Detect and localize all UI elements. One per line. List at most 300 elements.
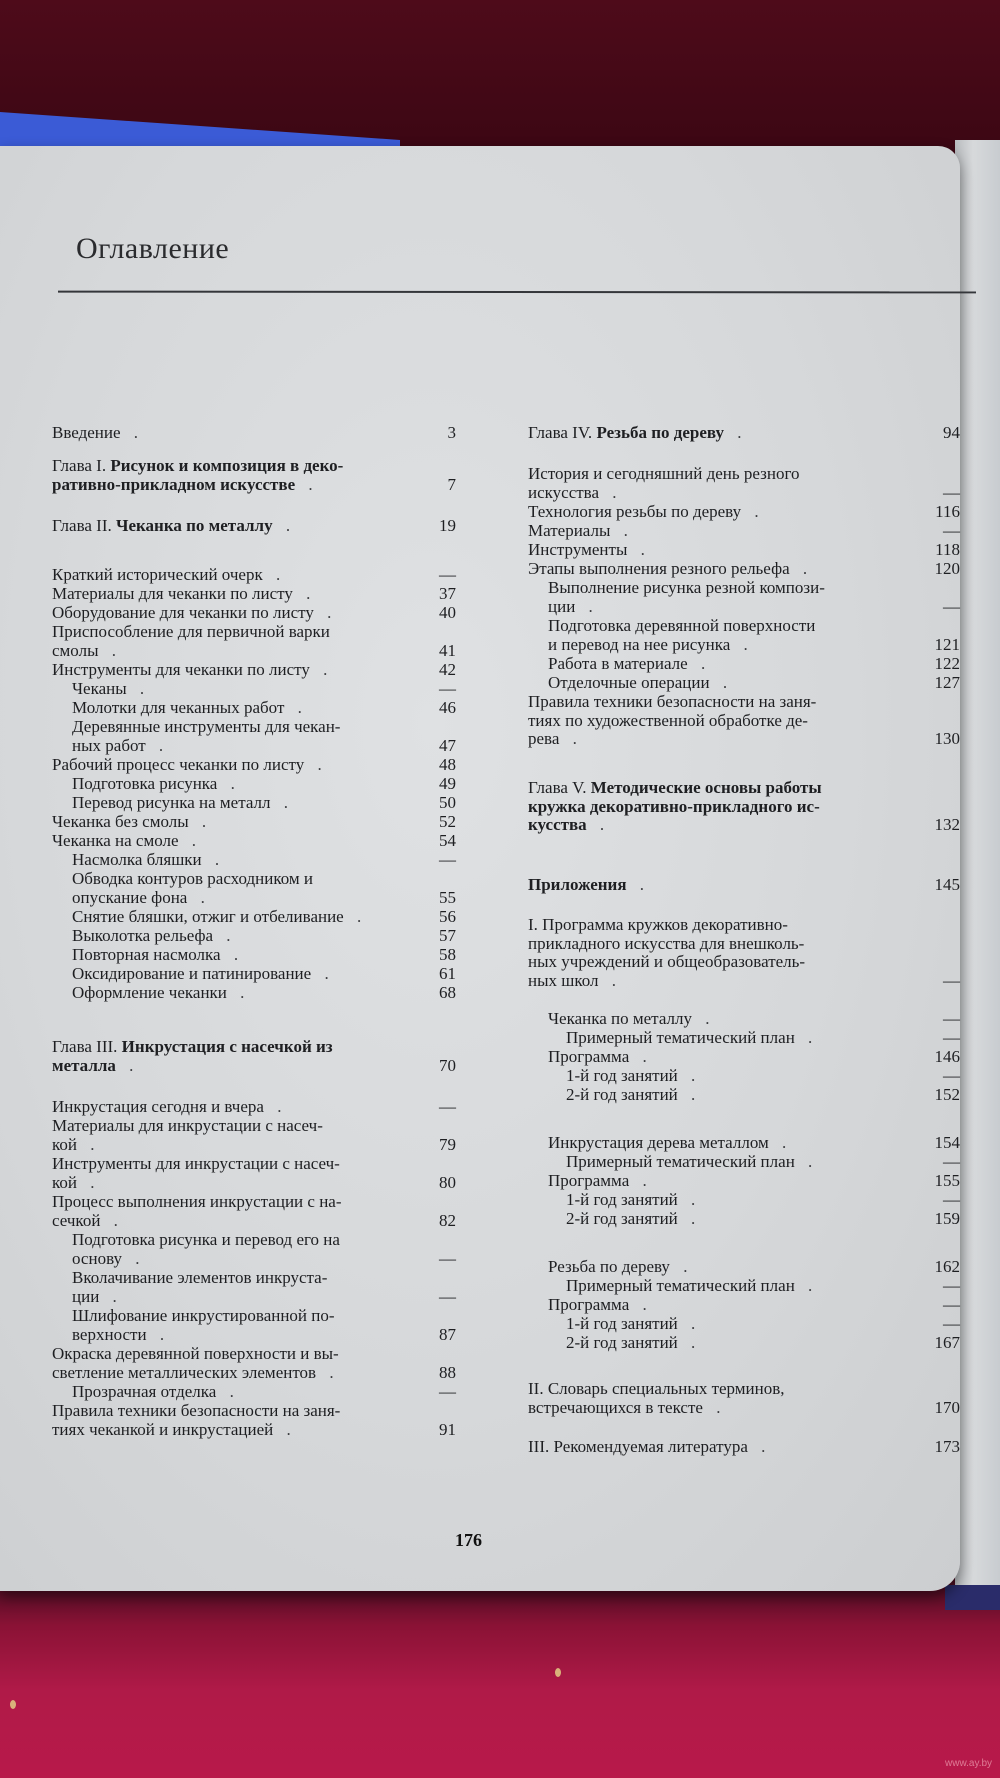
toc-entry-text: Приложения <box>528 876 627 894</box>
toc-entry-line <box>52 908 456 927</box>
toc-page-number: — <box>943 1295 960 1314</box>
toc-entry[interactable] <box>528 1153 960 1172</box>
toc-entry-line <box>528 1380 960 1399</box>
toc-entry-line <box>528 779 960 798</box>
toc-entry[interactable] <box>52 1193 456 1230</box>
toc-entry-line <box>52 756 456 775</box>
toc-entry[interactable] <box>52 1269 456 1306</box>
toc-entry-text: Повторная насмолка <box>72 946 221 964</box>
toc-entry[interactable] <box>52 623 456 660</box>
toc-page-number: 52 <box>439 812 456 831</box>
toc-entry-line <box>528 972 960 991</box>
toc-entry-text: и перевод на нее рисунка <box>548 635 731 654</box>
toc-entry-line <box>52 889 456 908</box>
toc-page-number: 152 <box>934 1085 960 1104</box>
toc-entry-text: тиях чеканкой и инкрустацией <box>52 1420 274 1439</box>
toc-entry-text: кой <box>52 1135 77 1154</box>
toc-entry-text: светление металлических элементов <box>52 1363 317 1382</box>
toc-page-number: 54 <box>439 831 456 850</box>
toc-page-number: 155 <box>934 1171 960 1190</box>
toc-page-number: — <box>943 1276 960 1295</box>
leader-dots: . <box>677 1067 705 1085</box>
toc-entry-line <box>52 1136 456 1155</box>
toc-entry-line <box>52 476 456 495</box>
leader-dots: . <box>292 585 320 603</box>
toc-entry-line <box>528 1399 960 1418</box>
leader-dots: . <box>586 816 614 835</box>
toc-entry-text: Отделочные операции <box>548 674 710 692</box>
toc-page-number: 3 <box>447 423 456 442</box>
toc-entry[interactable] <box>528 1048 960 1067</box>
toc-entry[interactable] <box>528 541 960 560</box>
toc-entry-text: Работа в материале <box>548 655 688 673</box>
toc-entry[interactable] <box>528 1296 960 1315</box>
leader-dots: . <box>677 1315 705 1333</box>
toc-entry-line <box>528 1277 960 1296</box>
toc-entry-line <box>528 730 960 749</box>
page-title: Оглавление <box>76 232 230 265</box>
toc-page-number: — <box>943 1190 960 1209</box>
toc-page-number: 91 <box>439 1419 456 1439</box>
leader-dots: . <box>126 680 154 698</box>
toc-entry[interactable] <box>52 1307 456 1344</box>
toc-page-number: — <box>943 596 960 616</box>
leader-dots: . <box>120 424 148 442</box>
toc-entry[interactable] <box>528 655 960 674</box>
toc-entry-text: Оформление чеканки <box>72 984 227 1002</box>
toc-page-number: 173 <box>934 1437 960 1456</box>
toc-entry-text: верхности <box>72 1325 147 1344</box>
toc-page-number: 94 <box>943 423 960 442</box>
watermark: www.ay.by <box>945 1758 993 1769</box>
leader-dots: . <box>284 699 311 717</box>
toc-entry-line <box>528 560 960 579</box>
toc-entry-text: Программа <box>548 1296 630 1314</box>
toc-entry-line <box>528 598 960 617</box>
toc-entry-line <box>52 1421 456 1440</box>
toc-entry[interactable] <box>528 1315 960 1334</box>
toc-page-number: 48 <box>439 755 456 774</box>
leader-dots: . <box>262 566 290 584</box>
toc-entry[interactable] <box>52 813 456 832</box>
toc-page-number: 58 <box>439 945 456 964</box>
toc-entry-line <box>528 1048 960 1067</box>
toc-entry-text: Программа <box>548 1048 630 1066</box>
leader-dots: . <box>768 1134 796 1152</box>
toc-entry-line <box>52 661 456 680</box>
toc-entry-line <box>52 946 456 965</box>
toc-entry-line <box>52 718 456 737</box>
toc-entry[interactable] <box>52 984 456 1003</box>
toc-entry-text: Шлифование инкрустированной по- <box>72 1306 335 1325</box>
cloth-fleck <box>10 1700 16 1709</box>
toc-entry-text: Окраска деревянной поверхности и вы- <box>52 1344 339 1363</box>
toc-entry-text: кусства <box>528 816 587 835</box>
toc-entry[interactable] <box>52 699 456 718</box>
toc-page-number: 55 <box>439 887 456 907</box>
toc-entry-line <box>52 1288 456 1307</box>
toc-page-number: 122 <box>934 654 960 673</box>
toc-page-number: 154 <box>934 1133 960 1152</box>
toc-page-number: — <box>943 521 960 540</box>
chapter-prefix: Глава V. <box>528 778 591 797</box>
chapter-prefix: Глава IV. <box>528 424 597 442</box>
toc-entry-text: Инструменты <box>528 541 628 559</box>
leader-dots: . <box>627 541 654 559</box>
toc-entry-text: Обводка контуров расходником и <box>72 869 314 888</box>
toc-entry[interactable] <box>52 908 456 927</box>
toc-page-number: — <box>943 970 960 990</box>
toc-page-number: 82 <box>439 1210 456 1230</box>
toc-entry-line <box>528 541 960 560</box>
toc-entry-text: 2-й год занятий <box>566 1086 678 1104</box>
toc-entry[interactable] <box>528 1438 960 1457</box>
toc-entry[interactable] <box>52 1155 456 1192</box>
toc-entry[interactable] <box>52 775 456 794</box>
toc-entry-text: Правила техники безопасности на заня- <box>528 692 817 711</box>
toc-entry-text: ных школ <box>528 971 599 990</box>
toc-entry-line <box>528 579 960 598</box>
toc-entry-text: Инструменты для инкрустации с насеч- <box>52 1154 340 1173</box>
toc-entry-text: встречающихся в тексте <box>528 1398 703 1417</box>
toc-entry[interactable] <box>52 1383 456 1402</box>
toc-entry-text: I. Программа кружков декоративно- <box>528 915 788 934</box>
toc-entry[interactable] <box>52 585 456 604</box>
toc-entry-line <box>528 1086 960 1105</box>
leader-dots: . <box>598 971 626 990</box>
toc-entry[interactable] <box>528 876 960 895</box>
leader-dots: . <box>610 522 637 540</box>
toc-entry-text: Инструменты для чеканки по листу <box>52 661 310 679</box>
toc-entry[interactable] <box>52 794 456 813</box>
toc-entry-text: сечкой <box>52 1211 101 1230</box>
toc-entry-line <box>528 617 960 636</box>
toc-entry-line <box>52 457 456 476</box>
toc-entry-text: Материалы <box>528 522 611 540</box>
leader-dots: . <box>730 635 757 654</box>
toc-entry-line <box>528 712 960 731</box>
leader-dots: . <box>687 655 715 673</box>
toc-page-number: — <box>439 1248 456 1268</box>
toc-entry-text: Чеканка на смоле <box>52 832 179 850</box>
leader-dots: . <box>599 483 626 502</box>
leader-dots: . <box>794 1153 822 1171</box>
toc-page-number: 41 <box>439 640 456 660</box>
toc-entry-text: Процесс выполнения инкрустации с на- <box>52 1192 342 1211</box>
toc-entry-text: III. Рекомендуемая литература <box>528 1438 748 1456</box>
toc-entry[interactable] <box>528 522 960 541</box>
toc-entry-text: Этапы выполнения резного рельефа <box>528 560 790 578</box>
leader-dots: . <box>626 876 654 894</box>
toc-entry[interactable] <box>52 680 456 699</box>
toc-entry-text: Материалы для чеканки по листу <box>52 585 293 603</box>
leader-dots: . <box>77 1173 104 1192</box>
toc-entry-line <box>528 876 960 895</box>
toc-entry-text: прикладного искусства для внешколь- <box>528 933 805 953</box>
toc-entry[interactable] <box>52 851 456 870</box>
toc-page-number: 121 <box>934 634 960 654</box>
toc-entry-line <box>52 623 456 642</box>
toc-entry-line <box>52 737 456 756</box>
toc-entry-text: Чеканы <box>72 680 127 698</box>
toc-entry-text: Правила техники безопасности на заня- <box>52 1401 341 1420</box>
leader-dots: . <box>217 775 244 793</box>
toc-page-number: 132 <box>934 815 960 835</box>
leader-dots: . <box>272 517 300 535</box>
toc-entry-text: Краткий исторический очерк <box>52 566 263 584</box>
toc-entry-text: 2-й год занятий <box>566 1210 678 1228</box>
toc-entry-text: Подготовка рисунка <box>72 775 218 793</box>
leader-dots: . <box>677 1334 705 1352</box>
toc-entry[interactable] <box>528 1029 960 1048</box>
toc-entry-line <box>528 1315 960 1334</box>
leader-dots: . <box>220 946 248 964</box>
toc-entry-text: Материалы для инкрустации с насеч- <box>52 1116 323 1135</box>
toc-entry-line <box>528 636 960 655</box>
toc-entry-text: Инкрустация с насечкой из <box>121 1037 333 1056</box>
toc-page-number: 70 <box>439 1055 456 1075</box>
toc-entry[interactable] <box>528 579 960 616</box>
toc-entry-line <box>528 503 960 522</box>
toc-page-number: 37 <box>439 584 456 603</box>
toc-entry-line <box>52 1269 456 1288</box>
toc-entry[interactable] <box>52 661 456 680</box>
toc-entry[interactable] <box>52 517 456 536</box>
toc-entry-line <box>528 693 960 712</box>
toc-entry-text: 2-й год занятий <box>566 1334 678 1352</box>
toc-page-number: — <box>943 1066 960 1085</box>
toc-entry[interactable] <box>52 756 456 775</box>
toc-entry-line <box>52 566 456 585</box>
toc-entry-text: Снятие бляшки, отжиг и отбеливание <box>72 908 344 926</box>
toc-entry-line <box>528 953 960 972</box>
toc-page-number: 7 <box>447 474 456 494</box>
toc-entry[interactable] <box>528 617 960 654</box>
toc-page-number: — <box>943 482 960 502</box>
toc-entry[interactable] <box>528 503 960 522</box>
toc-entry[interactable] <box>528 424 960 443</box>
toc-page-number: 127 <box>934 673 960 692</box>
toc-entry[interactable] <box>528 674 960 693</box>
toc-entry-text: искусства <box>528 483 600 502</box>
toc-entry-text: Приспособление для первичной варки <box>52 622 330 641</box>
toc-entry-text: Перевод рисунка на металл <box>72 794 271 812</box>
toc-entry[interactable] <box>52 1117 456 1154</box>
toc-entry-line <box>52 832 456 851</box>
toc-entry-text: Подготовка деревянной поверхности <box>548 616 816 635</box>
leader-dots: . <box>559 730 586 749</box>
toc-entry-line <box>52 813 456 832</box>
toc-entry-line <box>528 465 960 484</box>
toc-entry-text: кой <box>52 1173 77 1192</box>
toc-entry[interactable] <box>528 1134 960 1153</box>
leader-dots: . <box>122 1249 149 1268</box>
toc-entry-line <box>528 916 960 935</box>
toc-entry-text: рева <box>528 730 560 749</box>
toc-entry-line <box>528 1210 960 1229</box>
toc-entry-text: 1-й год занятий <box>566 1067 678 1085</box>
toc-entry-line <box>52 1402 456 1421</box>
toc-page-number: 145 <box>934 875 960 894</box>
toc-entry-line <box>52 585 456 604</box>
toc-entry-text: Вколачивание элементов инкруста- <box>72 1268 328 1287</box>
toc-entry-text: ных работ <box>72 736 146 755</box>
toc-entry[interactable] <box>528 1010 960 1029</box>
toc-page-number: — <box>943 1028 960 1047</box>
toc-entry-line <box>52 1057 456 1076</box>
toc-entry[interactable] <box>528 1277 960 1296</box>
toc-entry-text: основу <box>72 1249 123 1268</box>
toc-entry[interactable] <box>52 1402 456 1439</box>
toc-entry[interactable] <box>52 718 456 755</box>
toc-entry-text: ции <box>548 597 576 616</box>
toc-entry-text: Инкрустация сегодня и вчера <box>52 1098 264 1116</box>
toc-entry-text: тиях по художественной обработке де- <box>528 710 808 730</box>
toc-entry-text: Насмолка бляшки <box>72 851 202 869</box>
toc-entry-line <box>52 699 456 718</box>
toc-entry-line <box>52 1098 456 1117</box>
toc-entry-line <box>528 1134 960 1153</box>
leader-dots: . <box>709 674 737 692</box>
toc-entry[interactable] <box>52 566 456 585</box>
toc-entry-line <box>528 1153 960 1172</box>
leader-dots: . <box>309 661 337 679</box>
toc-entry-text: Оборудование для чеканки по листу <box>52 604 314 622</box>
leader-dots: . <box>263 1098 291 1116</box>
toc-entry[interactable] <box>52 457 456 494</box>
toc-page-number: 87 <box>439 1324 456 1344</box>
toc-entry[interactable] <box>528 1067 960 1086</box>
leader-dots: . <box>677 1191 705 1209</box>
toc-entry-line <box>52 1231 456 1250</box>
toc-entry[interactable] <box>52 927 456 946</box>
toc-entry-text: Подготовка рисунка и перевод его на <box>72 1230 340 1249</box>
book-cover-corner <box>945 1585 1000 1610</box>
toc-page-number: 159 <box>934 1209 960 1228</box>
toc-entry-line <box>528 935 960 954</box>
toc-entry-line <box>528 1191 960 1210</box>
leader-dots: . <box>201 851 229 869</box>
toc-entry[interactable] <box>528 916 960 990</box>
toc-page-number: — <box>943 1152 960 1171</box>
leader-dots: . <box>629 1048 656 1066</box>
toc-entry[interactable] <box>52 1345 456 1382</box>
toc-page-number: 162 <box>934 1257 960 1276</box>
toc-entry[interactable] <box>528 1191 960 1210</box>
toc-entry-line <box>52 517 456 536</box>
toc-entry-line <box>52 680 456 699</box>
toc-entry[interactable] <box>528 693 960 749</box>
toc-entry[interactable] <box>52 604 456 623</box>
leader-dots: . <box>145 736 173 755</box>
leader-dots: . <box>724 424 751 442</box>
toc-entry-line <box>52 1193 456 1212</box>
leader-dots: . <box>226 984 254 1002</box>
toc-entry[interactable] <box>52 1038 456 1075</box>
toc-entry-text: Чеканка по металлу <box>116 517 273 535</box>
toc-entry-text: Выколотка рельефа <box>72 927 214 945</box>
toc-entry-line <box>528 424 960 443</box>
chapter-prefix: Глава II. <box>52 517 116 535</box>
toc-page-number: 40 <box>439 603 456 622</box>
toc-entry-line <box>528 816 960 835</box>
toc-entry-text: Программа <box>548 1172 630 1190</box>
toc-entry-text: Молотки для чеканных работ <box>72 699 285 717</box>
toc-entry[interactable] <box>528 465 960 502</box>
toc-entry[interactable] <box>52 1231 456 1268</box>
toc-entry[interactable] <box>52 870 456 907</box>
toc-entry[interactable] <box>528 1334 960 1353</box>
chapter-prefix: Глава I. <box>52 456 111 475</box>
toc-entry-text: Резьба по дереву <box>596 424 725 442</box>
toc-entry[interactable] <box>528 1086 960 1105</box>
toc-entry[interactable] <box>52 424 456 443</box>
toc-entry-text: Примерный тематический план <box>566 1029 795 1047</box>
toc-entry[interactable] <box>528 1210 960 1229</box>
toc-page-number: 68 <box>439 983 456 1002</box>
toc-entry-line <box>52 1383 456 1402</box>
leader-dots: . <box>304 756 331 774</box>
toc-entry[interactable] <box>52 946 456 965</box>
leader-dots: . <box>178 832 206 850</box>
toc-entry[interactable] <box>528 1380 960 1417</box>
toc-entry-text: Технология резьбы по дереву <box>528 503 742 521</box>
toc-entry-line <box>52 870 456 889</box>
toc-entry[interactable] <box>528 560 960 579</box>
toc-page-number: 116 <box>935 502 960 521</box>
toc-page-number: 46 <box>439 698 456 717</box>
toc-entry-text: Рисунок и композиция в деко- <box>110 456 344 475</box>
toc-entry-text: ративно-прикладном искусстве <box>52 475 296 494</box>
toc-entry[interactable] <box>528 1258 960 1277</box>
toc-entry-line <box>52 1326 456 1345</box>
leader-dots: . <box>188 813 216 831</box>
toc-entry-text: ции <box>72 1287 100 1306</box>
toc-entry-line <box>528 1296 960 1315</box>
leader-dots: . <box>115 1056 143 1075</box>
leader-dots: . <box>741 503 768 521</box>
toc-page-number: 88 <box>439 1362 456 1382</box>
toc-entry-line <box>52 1117 456 1136</box>
toc-page-number: — <box>439 565 456 584</box>
toc-entry-line <box>52 424 456 443</box>
toc-entry[interactable] <box>52 1098 456 1117</box>
toc-entry[interactable] <box>528 779 960 835</box>
toc-entry-line <box>52 604 456 623</box>
toc-entry-line <box>528 1438 960 1457</box>
toc-page-number: — <box>943 1314 960 1333</box>
toc-entry-text: Оксидирование и патинирование <box>72 965 312 983</box>
toc-entry[interactable] <box>528 1172 960 1191</box>
toc-page-number: 118 <box>935 540 960 559</box>
toc-page-number: — <box>439 1382 456 1401</box>
toc-page-number: — <box>439 850 456 869</box>
page-number: 176 <box>455 1530 482 1550</box>
toc-entry[interactable] <box>52 832 456 851</box>
leader-dots: . <box>343 908 371 926</box>
toc-entry[interactable] <box>52 965 456 984</box>
toc-entry-text: 1-й год занятий <box>566 1191 678 1209</box>
toc-entry-line <box>52 1155 456 1174</box>
leader-dots: . <box>677 1086 705 1104</box>
toc-entry-line <box>52 851 456 870</box>
toc-entry-text: Чеканка без смолы <box>52 813 189 831</box>
toc-entry-line <box>52 1174 456 1193</box>
chapter-prefix: Глава III. <box>52 1037 122 1056</box>
toc-page-number: 50 <box>439 793 456 812</box>
toc-entry-line <box>52 1250 456 1269</box>
toc-entry-text: Резьба по дереву <box>548 1258 670 1276</box>
